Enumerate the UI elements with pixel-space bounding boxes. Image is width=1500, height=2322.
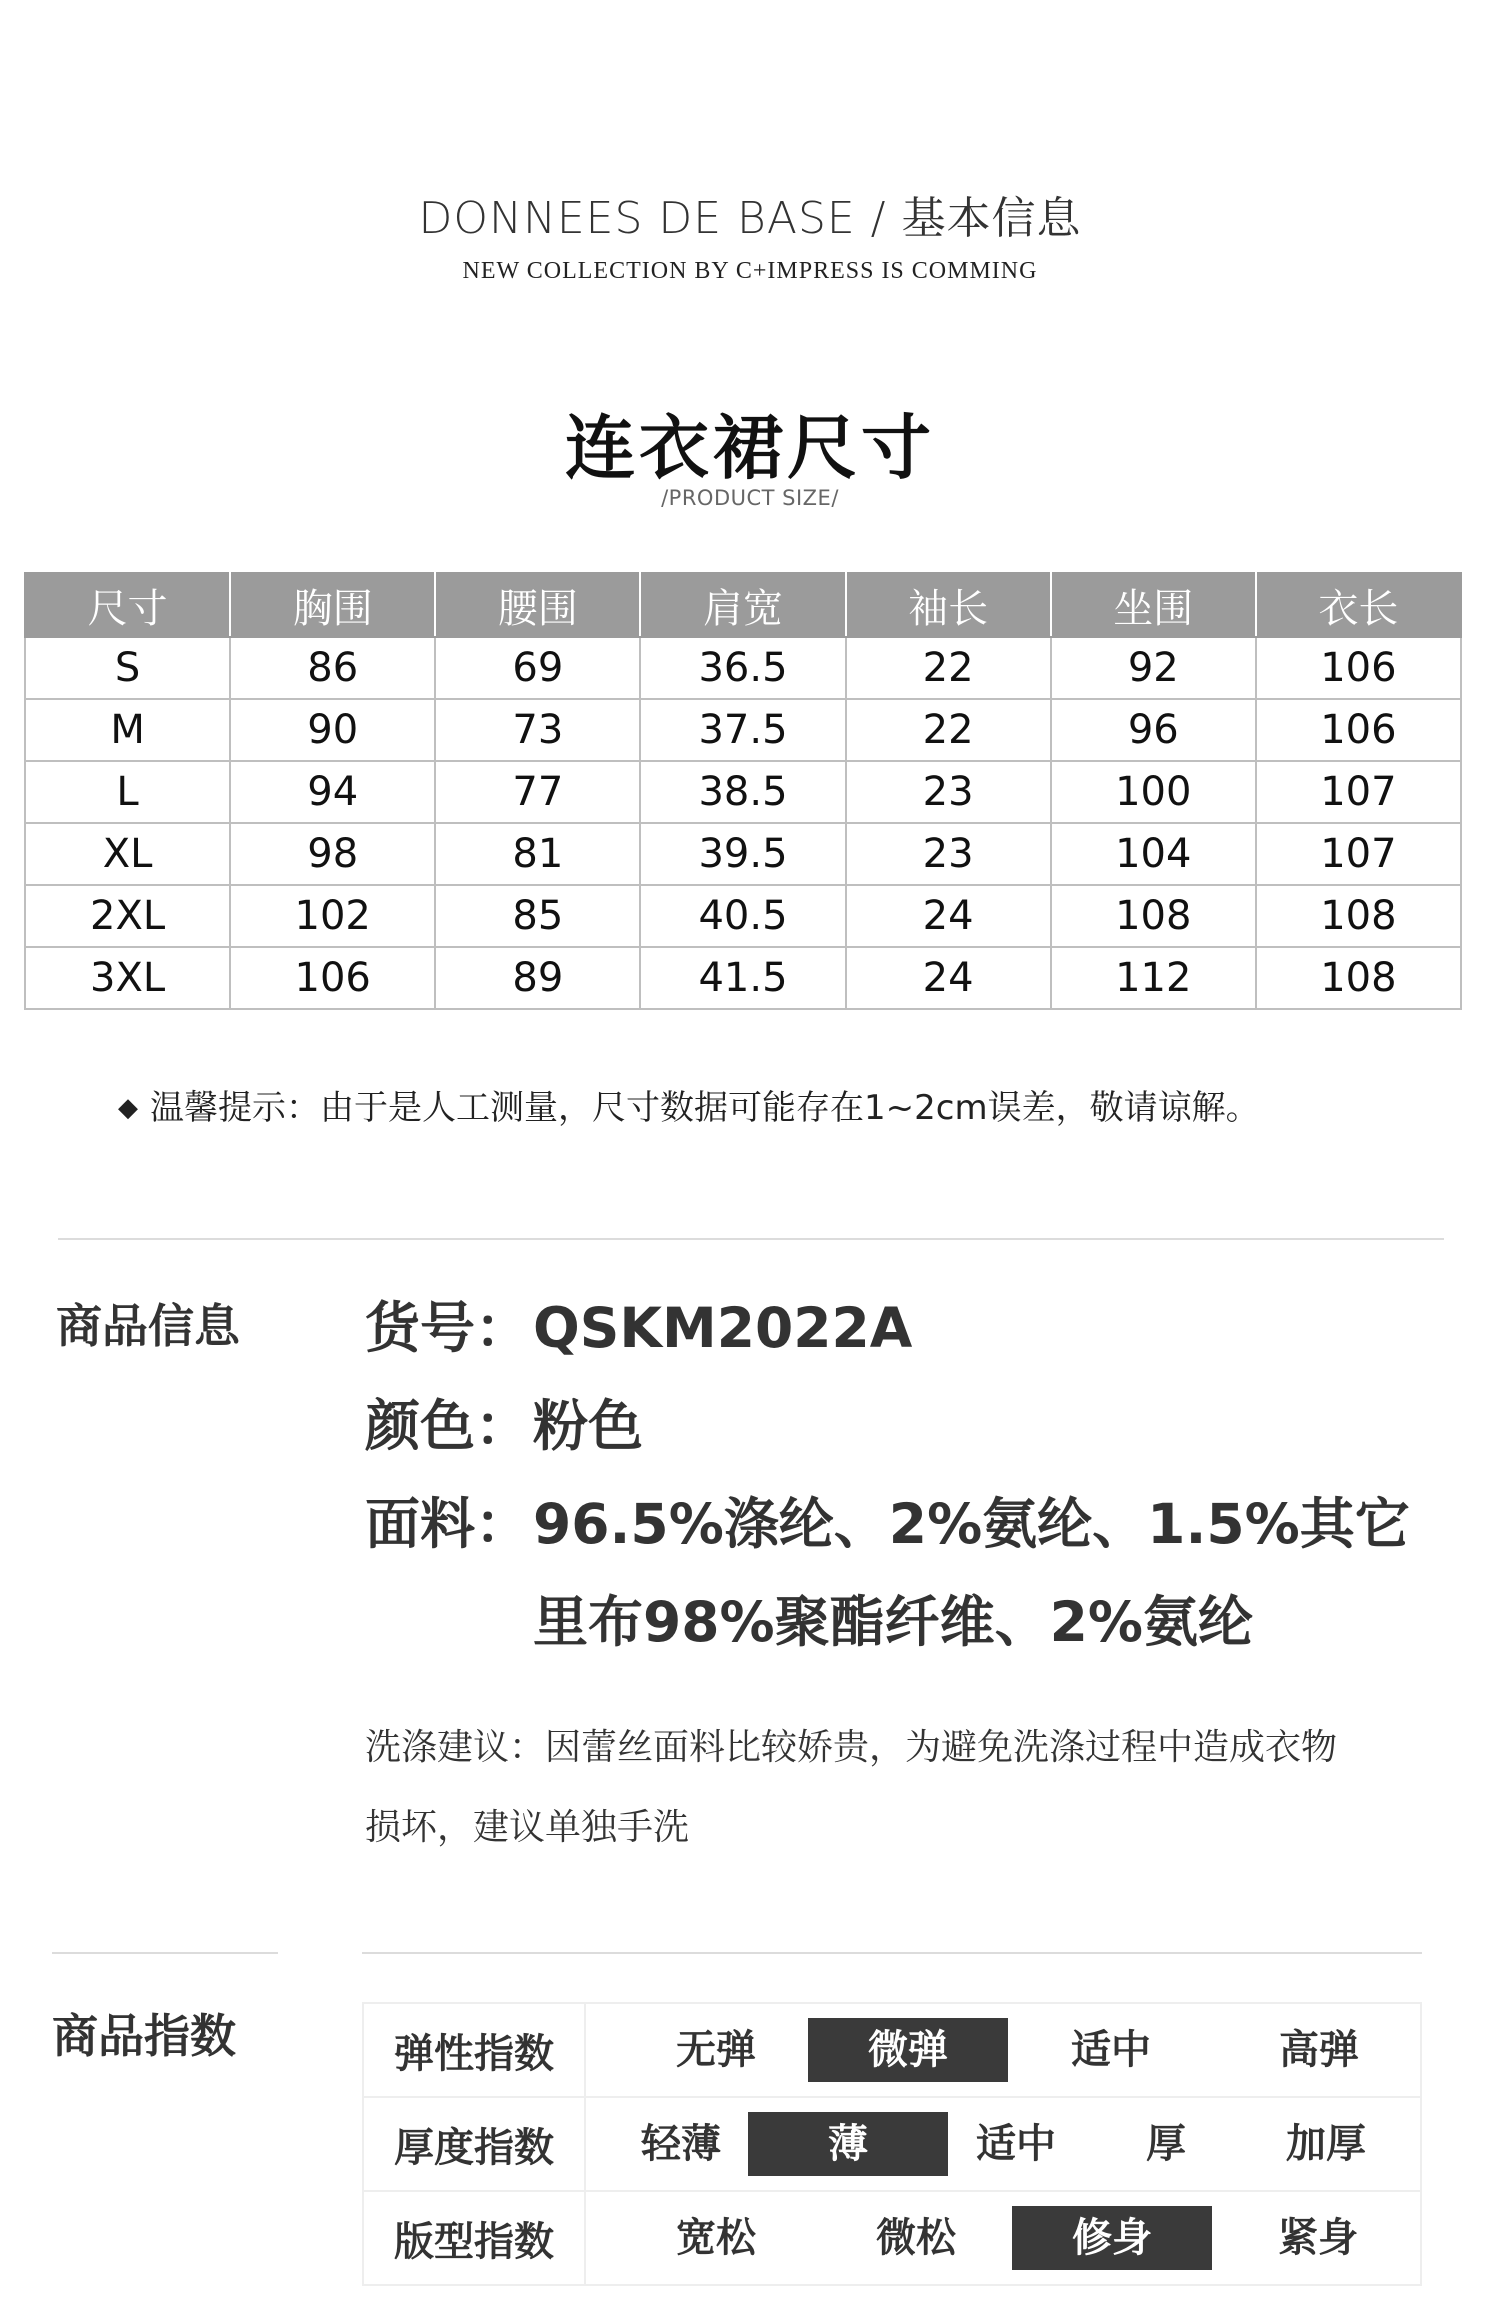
item-number-line <box>365 1284 912 1363</box>
color-value: 粉色 <box>533 1394 644 1458</box>
table-cell: 73 <box>435 699 640 761</box>
product-info-label: 商品信息 <box>56 1299 240 1353</box>
color-line <box>365 1382 643 1461</box>
table-cell: 23 <box>846 761 1051 823</box>
table-cell: 98 <box>230 823 435 885</box>
product-index-label: 商品指数 <box>52 2009 236 2063</box>
table-row <box>25 637 1461 699</box>
table-cell: 24 <box>846 947 1051 1009</box>
index-option-selected: 薄 <box>748 2112 948 2176</box>
table-cell: 40.5 <box>640 885 845 947</box>
table-cell: 23 <box>846 823 1051 885</box>
table-cell: 90 <box>230 699 435 761</box>
table-cell: 104 <box>1051 823 1256 885</box>
fabric-value: 96.5%涤纶、2%氨纶、1.5%其它 <box>533 1492 1410 1556</box>
index-option: 微松 <box>876 2215 956 2261</box>
column-header: 衣长 <box>1256 573 1461 637</box>
index-row-elasticity <box>363 2003 1421 2097</box>
index-row-label: 版型指数 <box>363 2191 585 2285</box>
table-cell: XL <box>25 823 230 885</box>
index-option: 适中 <box>976 2121 1056 2167</box>
index-option: 宽松 <box>676 2215 756 2261</box>
fabric-key: 面料： <box>365 1492 531 1556</box>
index-row-label: 厚度指数 <box>363 2097 585 2191</box>
table-cell: 112 <box>1051 947 1256 1009</box>
index-option-selected: 微弹 <box>808 2018 1008 2082</box>
table-cell: 106 <box>230 947 435 1009</box>
table-cell: 106 <box>1256 699 1461 761</box>
table-cell: 24 <box>846 885 1051 947</box>
table-cell: 69 <box>435 637 640 699</box>
divider <box>362 1952 1422 1954</box>
header-subtitle: NEW COLLECTION BY C+IMPRESS IS COMMING <box>462 258 1038 284</box>
table-cell: 107 <box>1256 823 1461 885</box>
index-option-selected: 修身 <box>1012 2206 1212 2270</box>
table-cell: 85 <box>435 885 640 947</box>
table-cell: S <box>25 637 230 699</box>
table-cell: 22 <box>846 699 1051 761</box>
fabric-line <box>365 1480 1410 1559</box>
table-cell: 94 <box>230 761 435 823</box>
index-row-label: 弹性指数 <box>363 2003 585 2097</box>
diamond-bullet-icon: ◆ <box>118 1093 138 1123</box>
table-row <box>25 699 1461 761</box>
table-cell: 36.5 <box>640 637 845 699</box>
header-title: DONNEES DE BASE / 基本信息 <box>418 193 1082 244</box>
table-cell: 3XL <box>25 947 230 1009</box>
table-cell: 106 <box>1256 637 1461 699</box>
size-tip-text: 温馨提示：由于是人工测量，尺寸数据可能存在1~2cm误差，敬请谅解。 <box>150 1088 1260 1128</box>
index-option: 轻薄 <box>641 2121 721 2167</box>
wash-advice: 洗涤建议：因蕾丝面料比较娇贵，为避免洗涤过程中造成衣物损坏，建议单独手洗 <box>365 1727 1338 1848</box>
index-option: 高弹 <box>1279 2027 1359 2073</box>
size-section-title: 连衣裙尺寸 <box>565 407 935 489</box>
column-header: 袖长 <box>846 573 1051 637</box>
table-cell: L <box>25 761 230 823</box>
index-row-thickness <box>363 2097 1421 2191</box>
table-row <box>25 823 1461 885</box>
table-cell: 107 <box>1256 761 1461 823</box>
table-cell: M <box>25 699 230 761</box>
table-cell: 108 <box>1256 947 1461 1009</box>
table-cell: 108 <box>1256 885 1461 947</box>
lining-value: 里布98%聚酯纤维、2%氨纶 <box>533 1590 1254 1654</box>
column-header: 坐围 <box>1051 573 1256 637</box>
table-cell: 92 <box>1051 637 1256 699</box>
size-table-header <box>25 573 1461 637</box>
table-cell: 108 <box>1051 885 1256 947</box>
table-cell: 39.5 <box>640 823 845 885</box>
column-header: 尺寸 <box>25 573 230 637</box>
size-tip <box>118 1080 1260 1129</box>
table-cell: 100 <box>1051 761 1256 823</box>
index-option: 适中 <box>1071 2027 1151 2073</box>
index-option: 加厚 <box>1286 2121 1366 2167</box>
table-cell: 41.5 <box>640 947 845 1009</box>
table-cell: 77 <box>435 761 640 823</box>
index-option: 紧身 <box>1278 2215 1358 2261</box>
size-section-subtitle: /PRODUCT SIZE/ <box>661 486 839 510</box>
table-cell: 81 <box>435 823 640 885</box>
item-number-key: 货号： <box>365 1296 531 1360</box>
size-table <box>24 572 1462 1010</box>
index-option: 厚 <box>1146 2121 1186 2167</box>
color-key: 颜色： <box>365 1394 531 1458</box>
table-cell: 38.5 <box>640 761 845 823</box>
table-row <box>25 885 1461 947</box>
column-header: 肩宽 <box>640 573 845 637</box>
table-cell: 86 <box>230 637 435 699</box>
table-cell: 89 <box>435 947 640 1009</box>
product-index-grid <box>362 2002 1422 2286</box>
table-cell: 102 <box>230 885 435 947</box>
item-number-value: QSKM2022A <box>533 1296 913 1360</box>
column-header: 胸围 <box>230 573 435 637</box>
table-row <box>25 947 1461 1009</box>
table-cell: 37.5 <box>640 699 845 761</box>
table-row <box>25 761 1461 823</box>
column-header: 腰围 <box>435 573 640 637</box>
table-cell: 2XL <box>25 885 230 947</box>
index-row-fit <box>363 2191 1421 2285</box>
divider <box>52 1952 278 1954</box>
table-cell: 96 <box>1051 699 1256 761</box>
table-cell: 22 <box>846 637 1051 699</box>
divider <box>58 1238 1444 1240</box>
index-option: 无弹 <box>676 2027 756 2073</box>
